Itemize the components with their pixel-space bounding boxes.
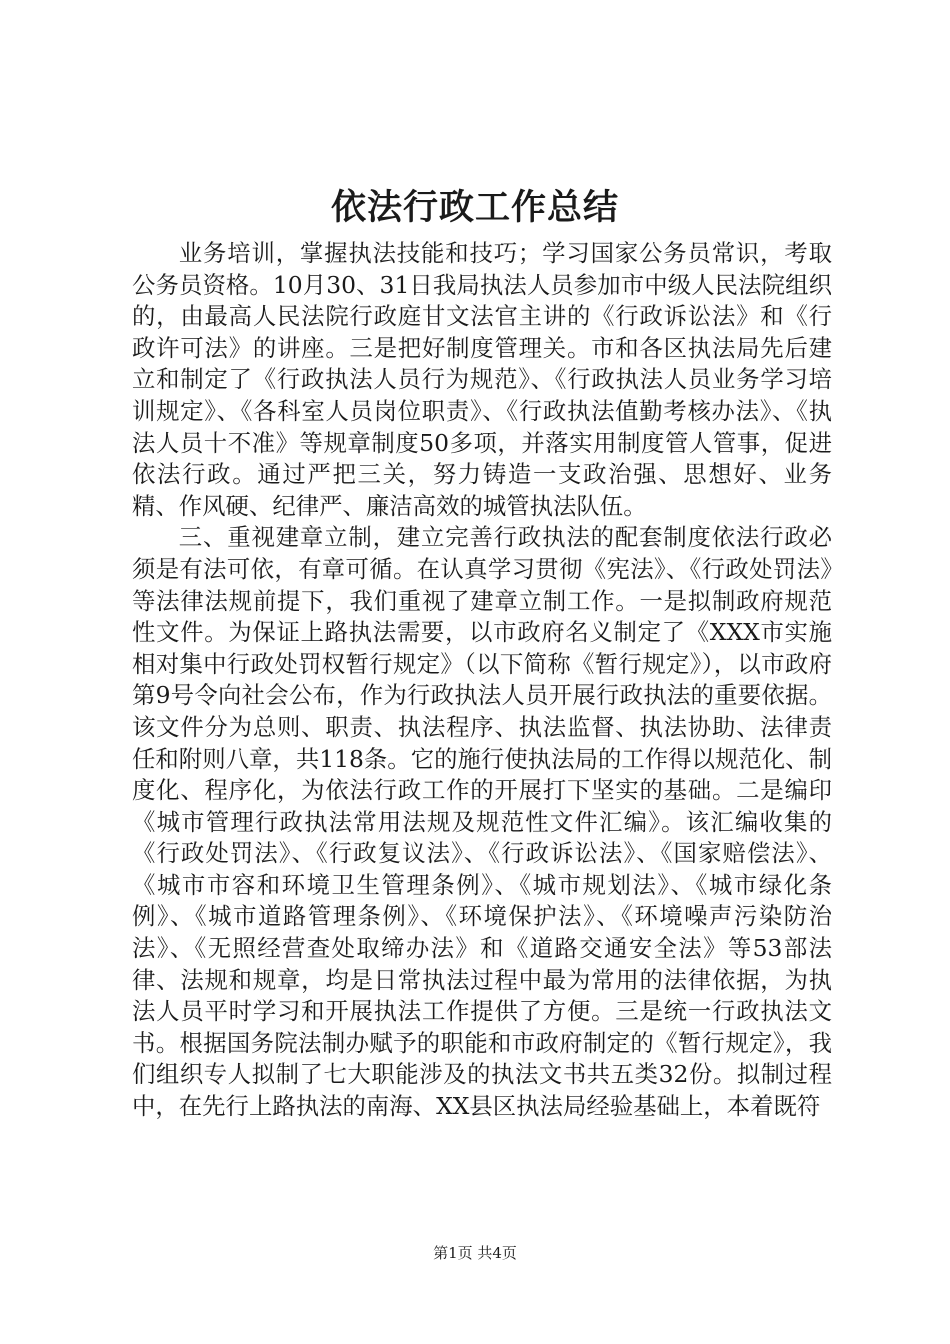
paragraph-2: 三、重视建章立制，建立完善行政执法的配套制度依法行政必须是有法可依，有章可循。在认真学习贯彻《宪法》、《行政处罚法》等法律法规前提下，我们重视了建章立制工作。一是拟制政府规范性文件。为保证上路执法需要，以市政府名义制定了《XXX市实施相对集中行政处罚权暂行规定》（以下简称《暂行规定》），以市政府第9号令向社会公布，作为行政执法人员开展行政执法的重要依据。该文件分为总则、职责、执法程序、执法监督、执法协助、法律责任和附则八章，共118条。它的施行使执法局的工作得以规范化、制度化、程序化，为依法行政工作的开展打下坚实的基础。二是编印《城市管理行政执法常用法规及规范性文件汇编》。该汇编收集的《行政处罚法》、《行政复议法》、《行政诉讼法》、《国家赔偿法》、《城市市容和环境卫生管理条例》、《城市规划法》、《城市绿化条例》、《城市道路管理条例》、《环境保护法》、《环境噪声污染防治法》、《无照经营查处取缔办法》和《道路交通安全法》等53部法律、法规和规章，均是日常执法过程中最为常用的法律依据，为执法人员平时学习和开展执法工作提供了方便。三是统一行政执法文书。根据国务院法制办赋予的职能和市政府制定的《暂行规定》，我们组织专人拟制了七大职能涉及的执法文书共五类32份。拟制过程中，在先行上路执法的南海、XX县区执法局经验基础上，本着既符 — [132, 523, 832, 1121]
paragraph-1: 业务培训，掌握执法技能和技巧；学习国家公务员常识，考取公务员资格。10月30、31日我局执法人员参加市中级人民法院组织的，由最高人民法院行政庭甘文法官主讲的《行政诉讼法》和《行政许可法》的讲座。三是把好制度管理关。市和各区执法局先后建立和制定了《行政执法人员行为规范》、《行政执法人员业务学习培训规定》、《各科室人员岗位职责》、《行政执法值勤考核办法》、《执法人员十不准》等规章制度50多项，并落实用制度管人管事，促进依法行政。通过严把三关，努力铸造一支政治强、思想好、业务精、作风硬、纪律严、廉洁高效的城管执法队伍。 — [132, 239, 832, 520]
document-title: 依法行政工作总结 — [330, 187, 619, 228]
document-body — [132, 238, 832, 1123]
page-number-footer: 第1页 共4页 — [433, 1244, 517, 1262]
